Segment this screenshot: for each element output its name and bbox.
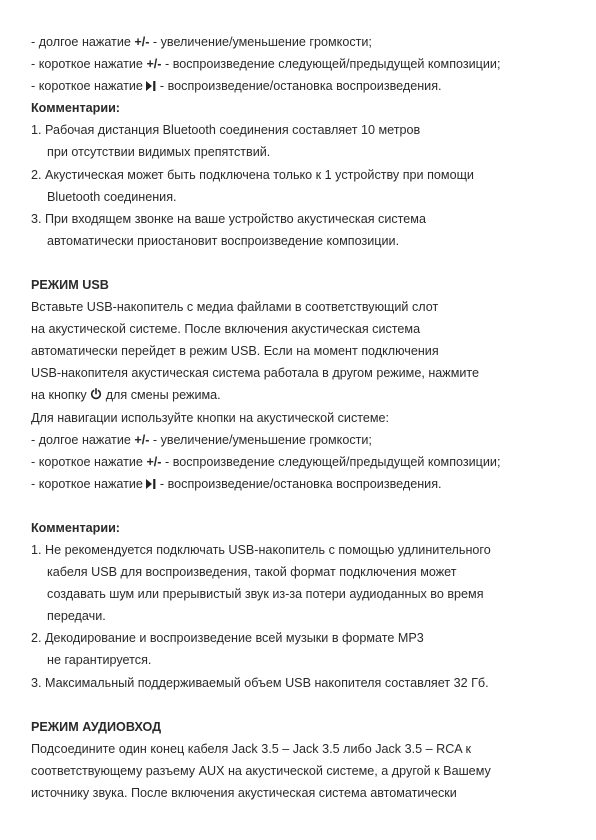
play-pause-icon xyxy=(146,81,156,91)
comment-line: не гарантируется. xyxy=(47,653,152,668)
usb-paragraph-line: автоматически перейдет в режим USB. Если на момент подключения xyxy=(31,344,439,359)
usb-nav-intro: Для навигации используйте кнопки на акустической системе: xyxy=(31,410,390,425)
comments-heading: Комментарии: xyxy=(31,520,120,535)
usb-text: для смены режима. xyxy=(102,388,221,403)
nav-text: - короткое нажатие xyxy=(31,57,147,72)
play-pause-icon xyxy=(146,479,156,489)
power-icon xyxy=(90,388,102,400)
usb-text: на кнопку xyxy=(31,388,91,403)
usb-paragraph-line: Вставьте USB-накопитель с медиа файлами в соответствующий слот xyxy=(31,300,439,315)
nav-text: - долгое нажатие xyxy=(31,35,135,49)
comment-line: при отсутствии видимых препятствий. xyxy=(47,145,271,160)
comment-line: 2. Акустическая может быть подключена только к 1 устройству при помощи xyxy=(31,167,474,182)
section-title-aux: РЕЖИМ АУДИОВХОД xyxy=(31,719,162,734)
aux-paragraph-line: Подсоедините один конец кабеля Jack 3.5 – Jack 3.5 либо Jack 3.5 – RCA к xyxy=(31,741,472,756)
plus-minus-symbol: +/- xyxy=(146,57,162,72)
manual-page xyxy=(31,31,586,804)
nav-line-volume xyxy=(31,31,586,53)
nav-text: - воспроизведение/остановка воспроизведения. xyxy=(156,79,442,94)
spacer xyxy=(31,694,586,716)
usb-power-line xyxy=(31,384,586,406)
nav-line-play xyxy=(31,473,586,495)
comment-line: кабеля USB для воспроизведения, такой формат подключения может xyxy=(47,565,457,580)
nav-text: - короткое нажатие xyxy=(31,454,147,469)
comment-line: Bluetooth соединения. xyxy=(47,189,177,204)
nav-line-volume xyxy=(31,429,586,451)
nav-text: - короткое нажатие xyxy=(31,476,147,491)
nav-line-play xyxy=(31,75,586,97)
nav-text: - увеличение/уменьшение громкости; xyxy=(149,432,372,447)
nav-text: - долгое нажатие xyxy=(31,432,135,447)
nav-text: - короткое нажатие xyxy=(31,79,147,94)
spacer xyxy=(31,252,586,274)
comment-line: 1. Рабочая дистанция Bluetooth соединения составляет 10 метров xyxy=(31,123,421,138)
nav-line-track xyxy=(31,53,586,75)
nav-line-track xyxy=(31,451,586,473)
aux-paragraph-line: соответствующему разъему AUX на акустической системе, а другой к Вашему xyxy=(31,763,491,778)
nav-text: - воспроизведение следующей/предыдущей композиции; xyxy=(161,57,501,72)
comment-line: передачи. xyxy=(47,609,106,624)
nav-text: - увеличение/уменьшение громкости; xyxy=(149,35,372,49)
comment-line: 1. Не рекомендуется подключать USB-накопитель с помощью удлинительного xyxy=(31,542,491,557)
plus-minus-symbol: +/- xyxy=(146,454,162,469)
comment-line: 3. Максимальный поддерживаемый объем USB накопителя составляет 32 Гб. xyxy=(31,675,489,690)
spacer xyxy=(31,495,586,517)
comment-line: автоматически приостановит воспроизведение композиции. xyxy=(47,233,400,248)
section-title-usb: РЕЖИМ USB xyxy=(31,277,109,292)
nav-text: - воспроизведение/остановка воспроизведения. xyxy=(156,476,442,491)
usb-paragraph-line: на акустической системе. После включения акустическая система xyxy=(31,322,421,337)
comment-line: создавать шум или прерывистый звук из-за потери аудиоданных во время xyxy=(47,587,484,602)
nav-text: - воспроизведение следующей/предыдущей композиции; xyxy=(161,454,501,469)
comments-heading: Комментарии: xyxy=(31,101,120,116)
comment-line: 3. При входящем звонке на ваше устройство акустическая система xyxy=(31,211,426,226)
comment-line: 2. Декодирование и воспроизведение всей музыки в формате MP3 xyxy=(31,631,424,646)
plus-minus-symbol: +/- xyxy=(134,35,150,49)
usb-paragraph-line: USB-накопителя акустическая система работала в другом режиме, нажмите xyxy=(31,366,480,381)
aux-paragraph-line: источнику звука. После включения акустическая система автоматически xyxy=(31,785,457,800)
plus-minus-symbol: +/- xyxy=(134,432,150,447)
